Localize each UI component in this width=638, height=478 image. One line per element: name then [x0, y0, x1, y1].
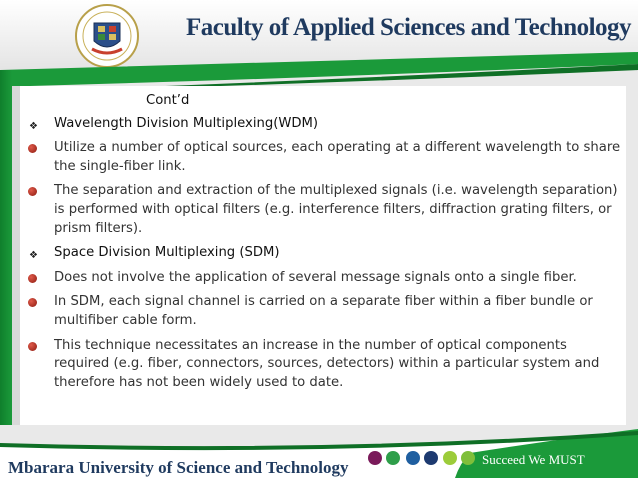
list-item — [26, 293, 626, 330]
left-accent-bar — [0, 70, 12, 448]
list-item-text: Wavelength Division Multiplexing(WDM) — [54, 115, 319, 131]
slide-content — [26, 92, 626, 398]
page-title: Faculty of Applied Sciences and Technology — [186, 14, 632, 41]
decorative-dot-icon — [386, 451, 400, 465]
dot-bullet-icon — [28, 342, 37, 351]
list-item-text: Utilize a number of optical sources, each operating at a different wavelength to share the single-fiber link. — [54, 140, 621, 174]
list-item — [26, 337, 626, 393]
list-item-text: Space Division Multiplexing (SDM) — [54, 245, 280, 261]
university-name: Mbarara University of Science and Technology — [8, 458, 349, 477]
subheading: Cont’d — [146, 93, 190, 108]
dot-bullet-icon — [28, 187, 37, 196]
dot-bullet-icon — [28, 298, 37, 307]
dot-bullet-icon — [28, 144, 37, 153]
list-item — [26, 244, 626, 263]
list-item — [26, 139, 626, 176]
list-item-text: In SDM, each signal channel is carried on a separate fiber within a fiber bundle or multifiber cable form. — [54, 294, 593, 328]
list-item-text: This technique necessitates an increase in the number of optical components required (e.g. fiber, connectors, sources, detectors) within a particular system and therefore has not been widely used to date. — [54, 337, 600, 390]
decorative-dot-icon — [461, 451, 475, 465]
list-item-text: The separation and extraction of the multiplexed signals (i.e. wavelength separation) is performed with optical filters (e.g. interference filters, diffraction grating filters, or prism filters). — [54, 183, 618, 236]
decorative-dot-icon — [424, 451, 438, 465]
diamond-bullet-icon: ❖ — [29, 250, 38, 262]
list-item — [26, 115, 626, 134]
list-item — [26, 269, 626, 288]
decorative-dot-icon — [406, 451, 420, 465]
diamond-bullet-icon: ❖ — [29, 120, 38, 132]
list-item-text: Does not involve the application of several message signals onto a single fiber. — [54, 269, 577, 285]
list-item — [26, 182, 626, 238]
decorative-dot-icon — [443, 451, 457, 465]
dot-bullet-icon — [28, 274, 37, 283]
left-shadow-bar — [12, 86, 20, 426]
decorative-dot-icon — [368, 451, 382, 465]
tagline: Succeed We MUST — [482, 452, 585, 467]
